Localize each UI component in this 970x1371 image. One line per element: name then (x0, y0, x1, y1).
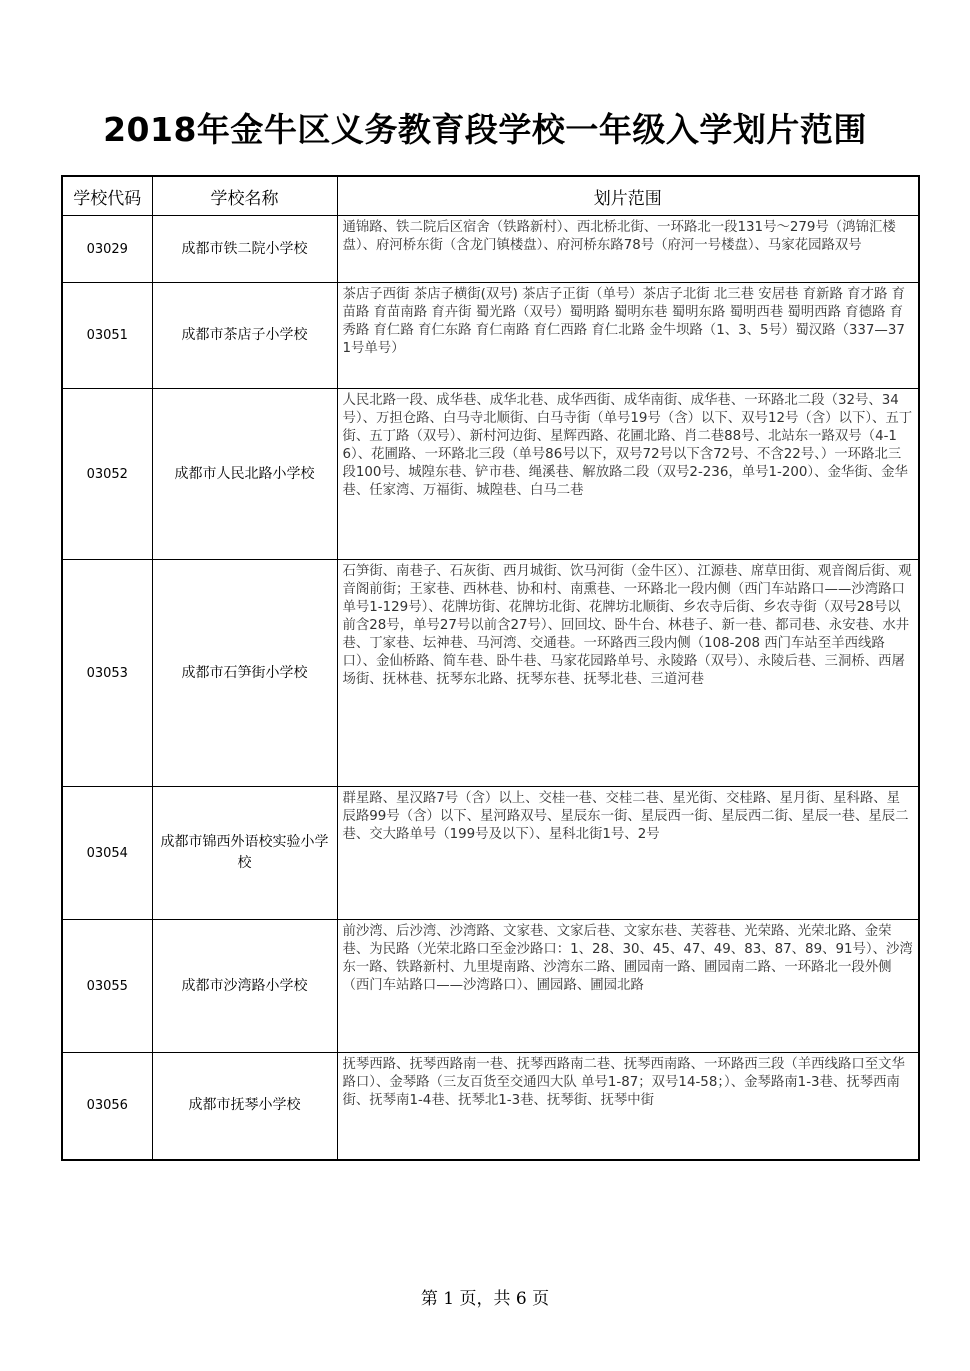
school-name: 成都市石笋街小学校 (152, 560, 337, 787)
school-name: 成都市沙湾路小学校 (152, 920, 337, 1053)
table-row (62, 560, 919, 787)
table-row (62, 283, 919, 389)
district-range: 通锦路、铁二院后区宿舍（铁路新村）、西北桥北街、一环路北一段131号～279号（鸿锦汇楼盘）、府河桥东街（含龙门镇楼盘）、府河桥东路78号（府河一号楼盘）、马家花园路双号 (337, 216, 919, 283)
table-row (62, 1053, 919, 1160)
page-footer: 第 1 页，共 6 页 (420, 1289, 550, 1309)
district-range: 群星路、星汉路7号（含）以上、交桂一巷、交桂二巷、星光街、交桂路、星月街、星科路、星辰路99号（含）以下、星河路双号、星辰东一街、星辰西一街、星辰西二街、星辰一巷、星辰二巷、交大路单号（199号及以下）、星科北街1号、2号 (337, 787, 919, 920)
page-title: 2018年金牛区义务教育段学校一年级入学划片范围 (103, 110, 867, 149)
school-code: 03053 (62, 560, 152, 787)
district-table (61, 175, 920, 1161)
school-code: 03029 (62, 216, 152, 283)
school-name: 成都市铁二院小学校 (152, 216, 337, 283)
district-range: 人民北路一段、成华巷、成华北巷、成华西街、成华南街、成华巷、一环路北二段（32号、34号）、万担仓路、白马寺北顺街、白马寺街（单号19号（含）以下、双号12号（含）以下）、五丁街、五丁路（双号）、新村河边街、星辉西路、花圃北路、肖二巷88号、北站东一路双号（4-16）、花圃路、一环路北三段（单号86号以下，双号72号以下含72号、不含22号、）一环路北三段100号、城隍东巷、铲市巷、绳溪巷、解放路二段（双号2-236，单号1-200）、金华街、金华巷、任家湾、万福街、城隍巷、白马二巷 (337, 389, 919, 560)
header-district-range: 划片范围 (337, 176, 919, 216)
school-code: 03051 (62, 283, 152, 389)
school-code: 03055 (62, 920, 152, 1053)
table-row (62, 216, 919, 283)
table-row (62, 389, 919, 560)
school-code: 03056 (62, 1053, 152, 1160)
table-row (62, 787, 919, 920)
district-range: 抚琴西路、抚琴西路南一巷、抚琴西路南二巷、抚琴西南路、一环路西三段（羊西线路口至文华路口）、金琴路（三友百货至交通四大队 单号1-87；双号14-58；）、金琴路南1-3巷、抚琴西南街、抚琴南1-4巷、抚琴北1-3巷、抚琴街、抚琴中街 (337, 1053, 919, 1160)
school-name: 成都市抚琴小学校 (152, 1053, 337, 1160)
header-school-code: 学校代码 (62, 176, 152, 216)
school-code: 03054 (62, 787, 152, 920)
header-school-name: 学校名称 (152, 176, 337, 216)
district-range: 石笋街、南巷子、石灰街、西月城街、饮马河街（金牛区）、江源巷、席草田街、观音阁后街、观音阁前街；王家巷、西林巷、协和村、南熏巷、一环路北一段内侧（西门车站路口——沙湾路口 单号1-129号）、花牌坊街、花牌坊北街、花牌坊北顺街、乡农寺后街、乡农寺街（双号28号以前含28号，单号27号以前含27号）、回回坟、卧牛台、林巷子、新一巷、都司巷、永安巷、水井巷、丁家巷、坛神巷、马河湾、交通巷。一环路西三段内侧（108-208 西门车站至羊西线路口）、金仙桥路、简车巷、卧牛巷、马家花园路单号、永陵路（双号）、永陵后巷、三洞桥、西屠场街、抚林巷、抚琴东北路、抚琴东巷、抚琴北巷、三道河巷 (337, 560, 919, 787)
district-range: 茶店子西街 茶店子横街(双号) 茶店子正街（单号）茶店子北街 北三巷 安居巷 育新路 育才路 育苗路 育苗南路 育卉街 蜀光路（双号）蜀明路 蜀明东巷 蜀明东路 蜀明西巷 蜀明西路 育德路 育秀路 育仁路 育仁东路 育仁南路 育仁西路 育仁北路 金牛坝路（1、3、5号）蜀汉路（337—371号单号） (337, 283, 919, 389)
table-row (62, 920, 919, 1053)
table-header-row (62, 176, 919, 216)
school-name: 成都市锦西外语校实验小学校 (152, 787, 337, 920)
district-range: 前沙湾、后沙湾、沙湾路、文家巷、文家后巷、文家东巷、芙蓉巷、光荣路、光荣北路、金荣巷、为民路（光荣北路口至金沙路口：1、28、30、45、47、49、83、87、89、91号）、沙湾东一路、铁路新村、九里堤南路、沙湾东二路、圃园南一路、圃园南二路、一环路北一段外侧（西门车站路口——沙湾路口）、圃园路、圃园北路 (337, 920, 919, 1053)
school-name: 成都市茶店子小学校 (152, 283, 337, 389)
school-code: 03052 (62, 389, 152, 560)
school-name: 成都市人民北路小学校 (152, 389, 337, 560)
